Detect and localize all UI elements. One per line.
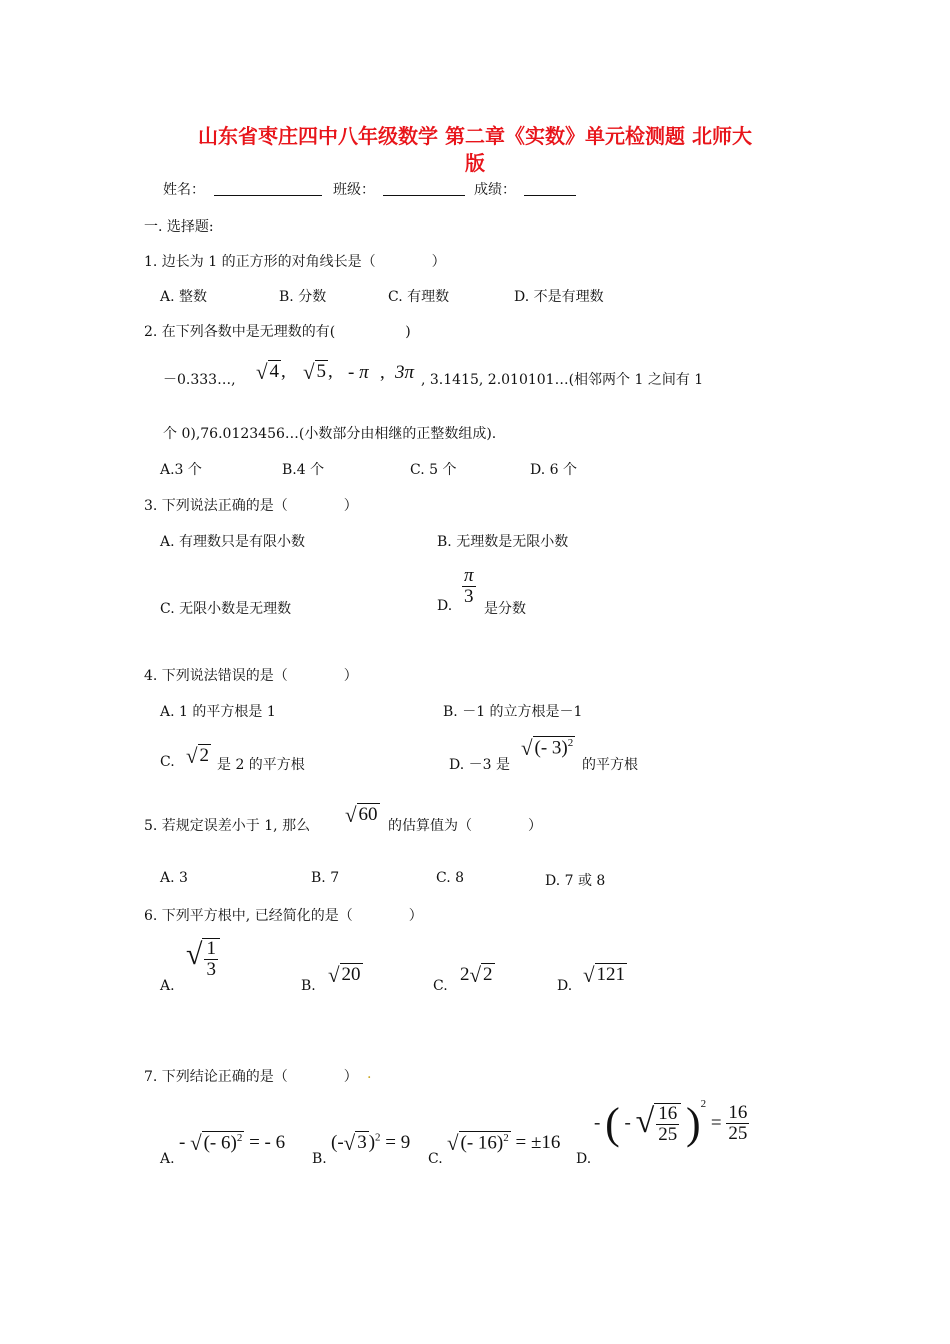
q7-option-d-label: D. bbox=[576, 1151, 592, 1167]
q2-option-d: D. 6 个 bbox=[530, 462, 577, 478]
class-blank bbox=[383, 195, 465, 196]
q6-sqrt-one-third: √ $\frac{1}{3}$ bbox=[186, 938, 220, 980]
q7-option-d-expr: - ( - √ $\frac{16}{25}$ )$^2$ = $\frac{16}{25}$ bbox=[594, 1098, 748, 1148]
q7-option-a-expr: - √ (- 6)$^2$ = - 6 bbox=[179, 1131, 286, 1155]
q4-stem: 4. 下列说法错误的是（ ） bbox=[144, 668, 358, 684]
q1-option-b: B. 分数 bbox=[279, 289, 327, 305]
page-title-line1: 山东省枣庄四中八年级数学 第二章《实数》单元检测题 北师大 bbox=[198, 124, 752, 148]
q5-stem-pre: 5. 若规定误差小于 1, 那么 bbox=[144, 818, 311, 834]
q5-option-d: D. 7 或 8 bbox=[545, 873, 606, 889]
q5-option-a: A. 3 bbox=[160, 870, 188, 886]
q5-stem-post: 的估算值为（ ） bbox=[388, 818, 542, 834]
q2-three-pi: 3π bbox=[395, 362, 415, 383]
class-label: 班级： bbox=[333, 182, 375, 198]
q2-tail: , 3.1415, 2.010101…(相邻两个 1 之间有 1 bbox=[421, 372, 704, 388]
q2-line2: 个 0),76.0123456…(小数部分由相继的正整数组成). bbox=[163, 426, 497, 442]
q3-option-b: B. 无理数是无限小数 bbox=[437, 534, 569, 550]
q1-option-d: D. 不是有理数 bbox=[514, 289, 604, 305]
q7-dot: . bbox=[367, 1066, 372, 1082]
q4-option-d-text: 的平方根 bbox=[582, 757, 638, 773]
q3-pi-over-3: $\frac{\pi}{3}$ bbox=[464, 565, 474, 607]
q4-option-d-label: D. －3 是 bbox=[449, 757, 510, 773]
q7-option-b-label: B. bbox=[312, 1151, 327, 1167]
q6-option-b-label: B. bbox=[301, 978, 316, 994]
q7-stem: 7. 下列结论正确的是（ ） bbox=[144, 1069, 358, 1085]
q2-sqrt4: √ 4 , bbox=[256, 360, 286, 384]
q7-option-c-label: C. bbox=[428, 1151, 443, 1167]
q5-option-c: C. 8 bbox=[436, 870, 465, 886]
q2-neg-pi: - π bbox=[348, 362, 369, 383]
name-blank bbox=[214, 195, 322, 196]
q2-comma: , bbox=[380, 362, 385, 383]
q6-sqrt20: √ 20 bbox=[328, 963, 361, 987]
score-blank bbox=[524, 195, 576, 196]
q1-option-c: C. 有理数 bbox=[388, 289, 450, 305]
q4-sqrt-neg3-sq: √ (- 3)$^2$ bbox=[521, 736, 574, 760]
q3-option-d-text: 是分数 bbox=[484, 601, 526, 617]
q1-stem: 1. 边长为 1 的正方形的对角线长是（ ） bbox=[144, 254, 446, 270]
q4-option-a: A. 1 的平方根是 1 bbox=[160, 704, 276, 720]
q6-option-a-label: A. bbox=[160, 978, 175, 994]
q7-option-b-expr: (-√ 3 )$^2$ = 9 bbox=[331, 1131, 411, 1155]
q6-two-sqrt2: 2√ 2 bbox=[460, 963, 493, 987]
q4-option-b: B. －1 的立方根是－1 bbox=[443, 704, 583, 720]
q1-option-a: A. 整数 bbox=[160, 289, 208, 305]
q4-sqrt2: √ 2 bbox=[186, 744, 210, 768]
q2-sqrt5: √ 5 , bbox=[303, 360, 333, 384]
q5-sqrt60: √ 60 bbox=[345, 803, 378, 827]
q5-option-b: B. 7 bbox=[311, 870, 340, 886]
q2-number-1: －0.333…, bbox=[163, 372, 236, 388]
page-title-line2: 版 bbox=[465, 151, 485, 175]
q4-option-c-label: C. bbox=[160, 754, 175, 770]
q2-option-a: A.3 个 bbox=[160, 462, 202, 478]
q3-option-d-label: D. bbox=[437, 598, 453, 614]
section-heading: 一. 选择题: bbox=[144, 219, 214, 235]
q2-option-b: B.4 个 bbox=[282, 462, 325, 478]
q6-stem: 6. 下列平方根中, 已经简化的是（ ） bbox=[144, 908, 423, 924]
q6-option-c-label: C. bbox=[433, 978, 448, 994]
q2-option-c: C. 5 个 bbox=[410, 462, 457, 478]
name-label: 姓名： bbox=[163, 182, 205, 198]
score-label: 成绩： bbox=[474, 182, 516, 198]
q3-option-a: A. 有理数只是有限小数 bbox=[160, 534, 306, 550]
q7-option-c-expr: √ (- 16)$^2$ = ±16 bbox=[447, 1131, 561, 1155]
q4-option-c-text: 是 2 的平方根 bbox=[217, 757, 305, 773]
q6-sqrt121: √ 121 bbox=[583, 963, 626, 987]
q6-option-d-label: D. bbox=[557, 978, 573, 994]
q3-option-c: C. 无限小数是无理数 bbox=[160, 601, 292, 617]
q3-stem: 3. 下列说法正确的是（ ） bbox=[144, 498, 358, 514]
q7-option-a-label: A. bbox=[160, 1151, 175, 1167]
q2-stem: 2. 在下列各数中是无理数的有( ) bbox=[144, 324, 411, 340]
